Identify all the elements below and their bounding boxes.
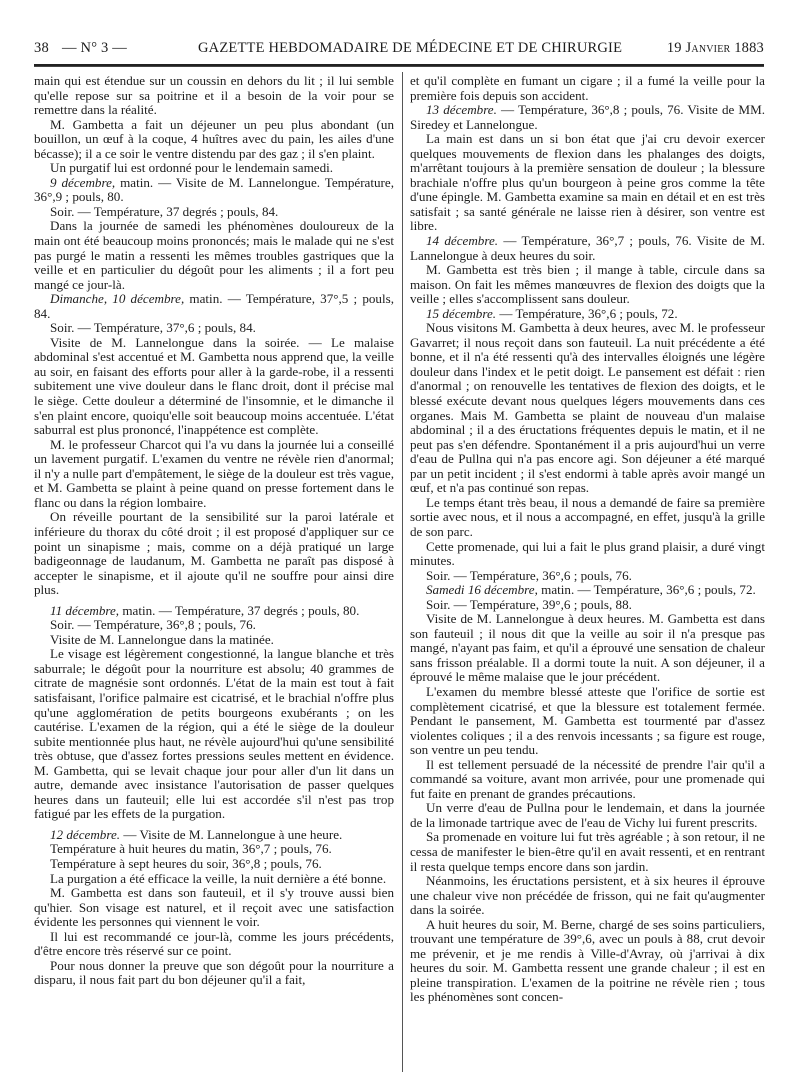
paragraph-text: et qu'il complète en fumant un cigare ; il a fumé la veille pour la première fois depuis son accident. [410,74,765,103]
paragraph-text: Soir. — Température, 37 degrés ; pouls, 84. [50,203,279,219]
paragraph-text: L'examen du membre blessé atteste que l'orifice de sortie est complètement cicatrisé, et que la blessure est totalement fermée. Pendant le pansement, M. Gambetta est tourmenté par d'assez violentes coliques ; il a des renvois incessants ; sa figure est rouge, son ventre un peu tendu. [410,683,765,758]
paragraph [410,758,765,802]
date-lead: 9 décembre, [50,174,116,190]
paragraph-text: Visite de M. Lannelongue dans la matinée. [50,631,274,647]
paragraph [410,307,765,322]
paragraph [34,292,394,321]
paragraph [410,496,765,540]
paragraph [410,598,765,613]
paragraph [34,872,394,887]
paragraph-text: La purgation a été efficace la veille, la nuit dernière a été bonne. [50,870,387,886]
paragraph-text: Température à sept heures du soir, 36°,8 ; pouls, 76. [50,855,322,871]
column-divider [402,72,403,1072]
paragraph-text: Il est tellement persuadé de la nécessité de prendre l'air qu'il a commandé sa voiture, avant mon arrivée, pour une promenade qui fut faite en prenant de grandes précautions. [410,756,765,801]
paragraph-text: Le temps étant très beau, il nous a demandé de faire sa première sortie avec nous, et il nous a accompagné, en effet, jusqu'à la grille de son parc. [410,494,765,539]
paragraph-text: Soir. — Température, 37°,6 ; pouls, 84. [50,320,256,336]
paragraph-text: A huit heures du soir, M. Berne, chargé de ses soins particuliers, trouvant une température de 39°,6, avec un pouls à 88, crut devoir me prévenir, et je me rendis à Ville-d'Avray, où j'arrivai à dix heures du soir. M. Gambetta ressent une grande chaleur ; il est en pleine transpiration. L'examen de la poitrine ne révèle rien ; tous les phénomènes sont concen- [410,916,765,1005]
paragraph-text: — Température, 36°,8 ; pouls, 76. Visite de MM. Siredey et Lannelongue. [410,102,765,132]
issue-date: 19 Janvier 1883 [666,40,764,56]
paragraph [410,569,765,584]
paragraph [34,336,394,438]
paragraph [410,612,765,685]
paragraph [410,918,765,1005]
paragraph [34,930,394,959]
paragraph-text: On réveille pourtant de la sensibilité sur la paroi latérale et inférieure du thorax du côté droit ; il est proposé d'appliquer sur ce point un sinapisme ; mais, comme on a déjà pratiqué un large badigeonnage de laudanum, M. Gambetta ne paraît pas disposé à accepter le sinapisme, et il ajoute qu'il ne souffre pour ainsi dire plus. [34,509,394,598]
paragraph-text: matin. — Température, 36°,6 ; pouls, 72. [537,582,756,598]
paragraph-text: Néanmoins, les éructations persistent, et à six heures il éprouve une chaleur vive non précédée de frisson, qui ne fait qu'augmenter dans la soirée. [410,873,765,918]
paragraph [410,583,765,598]
date-lead: 14 décembre. [426,233,499,249]
date-lead: 13 décembre. [426,102,497,118]
paragraph-text: matin. — Visite de M. Lannelongue. Température, 36°,9 ; pouls, 80. [34,174,394,205]
date-lead: Samedi 16 décembre, [426,582,538,598]
paragraph [410,234,765,263]
journal-title: GAZETTE HEBDOMADAIRE DE MÉDECINE ET DE CHIRURGIE [198,40,623,56]
paragraph-text: — Visite de M. Lannelongue à une heure. [120,826,343,842]
paragraph [410,874,765,918]
paragraph-text: La main est dans un si bon état que j'ai cru devoir exercer quelques mouvements de flexion dans les phalanges des doigts, m'arrêtant toujours à la première sensation de douleur ; la blessure brachiale n'offre plus qu'un bourgeon à peine gros comme la tête d'une épingle. M. Gambetta examine sa main en détail et en est très satisfait ; sa santé générale ne laisse rien à désirer, son ventre est libre. [410,131,765,234]
paragraph [410,801,765,830]
paragraph [34,219,394,292]
paragraph-text: Température à huit heures du matin, 36°,7 ; pouls, 76. [50,841,332,857]
issue-number: — N° 3 — [62,40,127,56]
paragraph [410,540,765,569]
paragraph [34,633,394,648]
paragraph [410,263,765,307]
paragraph-text: matin. — Température, 37°,5 ; pouls, 84. [34,291,394,321]
paragraph [34,959,394,988]
paragraph [410,74,765,103]
paragraph [34,176,394,205]
paragraph [34,618,394,633]
running-header [34,40,764,62]
paragraph-text: Un verre d'eau de Pullna pour le lendemain, et dans la journée de la limonade tartrique avec de l'eau de Vichy lui furent prescrits. [410,800,765,830]
paragraph-text: M. le professeur Charcot qui l'a vu dans la journée lui a conseillé un lavement purgatif. L'examen du ventre ne révèle rien d'anormal; il n'y a nulle part d'empâtement, le siège de la douleur est très vague, et M. Gambetta se plaint à peine quand on presse fortement dans le flanc ou dans la région lombaire. [34,436,394,510]
paragraph-text: Soir. — Température, 36°,6 ; pouls, 76. [426,567,632,583]
paragraph-text: Soir. — Température, 39°,6 ; pouls, 88. [426,596,632,612]
paragraph-text: Visite de M. Lannelongue à deux heures. M. Gambetta est dans son fauteuil ; il nous dit que la veille au soir il n'a presque pas mangé, n'ayant pas faim, et qu'il a éprouvé une sensation de chaleur sans frisson préalable. Il a dormi toute la nuit. A son déjeuner, il a éprouvé le même malaise que le jour précédent. [410,611,765,685]
paragraph-text: — Température, 36°,7 ; pouls, 76. Visite de M. Lannelongue à deux heures du soir. [410,233,765,263]
paragraph-text: Il lui est recommandé ce jour-là, comme les jours précédents, d'être encore très réservé sur ce point. [34,928,394,959]
paragraph-text: Dans la journée de samedi les phénomènes douloureux de la main ont été beaucoup moins prononcés; mais le malade qui ne s'est pas purgé le matin a ressenti les mêmes troubles gastriques que la veille et en particulier du dégoût pour les aliments ; il a fort peu mangé ce jour-là. [34,218,394,292]
date-lead: Dimanche, 10 décembre, [50,291,185,307]
paragraph [410,132,765,234]
page-number: 38 [34,40,49,56]
paragraph-text: Sa promenade en voiture lui fut très agréable ; à son retour, il ne cessa de manifester le bien-être qu'il en avait ressenti, et en rentrant il resta quelque temps encore dans son jardin. [410,829,765,874]
paragraph [34,647,394,822]
paragraph [34,857,394,872]
paragraph-text: Pour nous donner la preuve que son dégoût pour la nourriture a disparu, il nous fait part du bon déjeuner qu'il a fait, [34,957,394,988]
paragraph [34,74,394,118]
paragraph [34,842,394,857]
paragraph-text: Soir. — Température, 36°,8 ; pouls, 76. [50,617,256,633]
paragraph [410,321,765,496]
paragraph [34,161,394,176]
paragraph-text: Visite de M. Lannelongue dans la soirée. — Le malaise abdominal s'est accentué et M. Gambetta nous apprend que, la veille au soir, en faisant des efforts pour aller à la garde-robe, il a ressenti subitement une vive douleur dans le flanc droit, dont il précise mal le siège. Cette douleur a déterminé de l'insomnie, et le dimanche il s'en plaint encore, quoiqu'elle soit beaucoup moins accentuée. L'état saburral est plus prononcé, l'inappétence est complète. [34,334,394,438]
paragraph-text: matin. — Température, 37 degrés ; pouls, 80. [119,602,360,618]
date-lead: 11 décembre, [50,602,120,618]
paragraph [34,828,394,843]
paragraph [34,118,394,162]
paragraph [34,604,394,619]
right-column [410,74,765,1079]
paragraph-text: M. Gambetta est très bien ; il mange à table, circule dans sa maison. On fait les mêmes manœuvres de flexion des doigts que la veille ; elles s'accomplissent sans douleur. [410,262,765,307]
paragraph [34,886,394,930]
header-rule [34,64,764,67]
paragraph-text: Nous visitons M. Gambetta à deux heures, avec M. le professeur Gavarret; il nous reçoit dans son fauteuil. La nuit précédente a été bonne, et il n'a été ressenti qu'à des intervalles éloignés une légère douleur dans l'index et le petit doigt. Le pansement est défait : rien d'anormal ; on renouvelle les tentatives de flexion des doigts, et le blessé exécute devant nous quelques légers mouvements dans ces organes. Mais M. Gambetta se plaint de nouveau d'un malaise abdominal ; il a des éructations fréquentes depuis le matin, et il ne peut pas s'en défendre. Spontanément il a pris aujourd'hui un verre d'eau de Pullna qui n'a pas encore agi. Son déjeuner a été marqué par un petit incident ; il s'est endormi à table après avoir mangé un œuf, et n'a pas continué son repas. [410,320,765,496]
paragraph [34,438,394,511]
left-column [34,74,394,1079]
paragraph-text: main qui est étendue sur un coussin en dehors du lit ; il lui semble qu'elle repose sur sa poitrine et il a besoin de la voir pour se remettre dans la réalité. [34,74,394,118]
paragraph-text: M. Gambetta est dans son fauteuil, et il s'y trouve aussi bien qu'hier. Son visage est naturel, et il reçoit avec une satisfaction évidente les personnes qui viennent le voir. [34,885,394,930]
paragraph [410,103,765,132]
paragraph-text: Un purgatif lui est ordonné pour le lendemain samedi. [50,160,334,176]
paragraph [410,685,765,758]
paragraph-text: Cette promenade, qui lui a fait le plus grand plaisir, a duré vingt minutes. [410,538,765,569]
paragraph [34,510,394,597]
date-lead: 12 décembre. [50,826,121,842]
paragraph [34,205,394,220]
date-lead: 15 décembre. [426,305,497,321]
paragraph [410,830,765,874]
paragraph-text: — Température, 36°,6 ; pouls, 72. [496,305,678,321]
paragraph [34,321,394,336]
paragraph-text: M. Gambetta a fait un déjeuner un peu plus abondant (un bouillon, un œuf à la coque, 4 huîtres avec du pain, les ailes d'une bécasse); il a ce soir le ventre distendu par des gaz ; il s'en plaint. [34,116,394,161]
paragraph-text: Le visage est légèrement congestionné, la langue blanche et très saburrale; le dégoût pour la nourriture est absolu; 40 grammes de citrate de magnésie sont ordonnés. L'état de la main est tout à fait satisfaisant, l'orifice palmaire est cicatrisé, et le brachial n'offre plus qu'une agglomération de petits bourgeons exubérants ; on les cautérise. L'examen de la région, qui a été le siège de la douleur subite mentionnée plus haut, ne révèle aujourd'hui qu'une sensibilité très obtuse, que d'assez fortes pressions seules mettent en évidence. M. Gambetta, qui se levait chaque jour pour aller d'un lit dans un autre, demande avec insistance l'autorisation de passer quelques heures dans un fauteuil; elle lui est accordée s'il n'est pas trop fatigué par les effets de la purgation. [34,646,394,822]
